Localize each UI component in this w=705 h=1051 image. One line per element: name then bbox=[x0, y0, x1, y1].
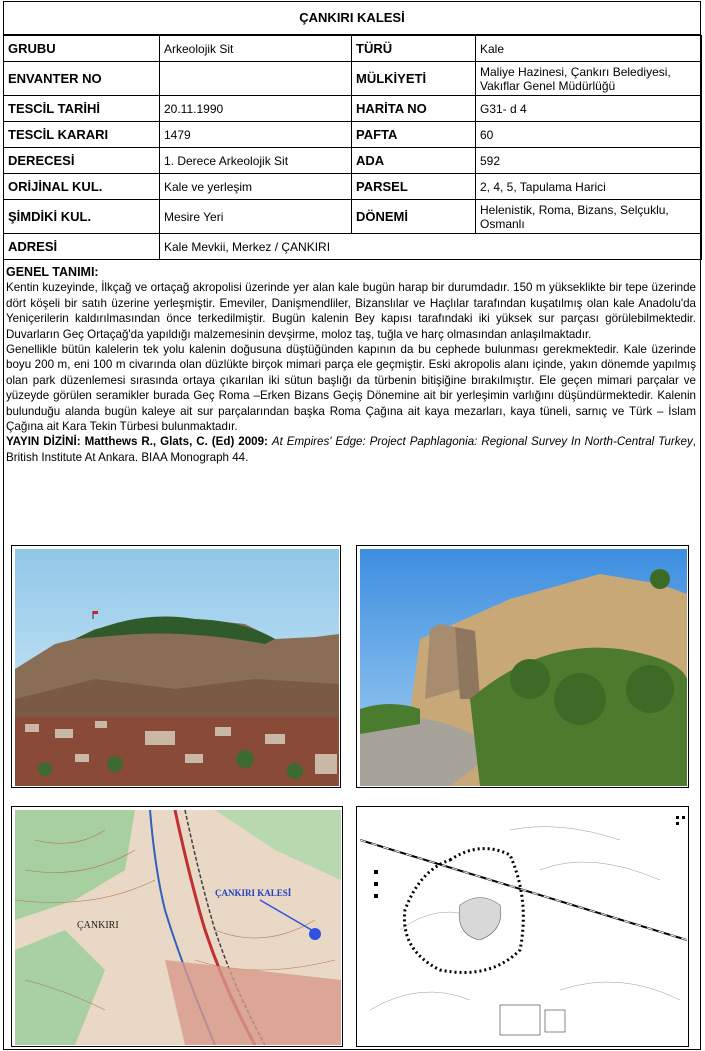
general-description bbox=[6, 265, 696, 465]
publication-authors: Matthews R., Glats, C. (Ed) 2009: bbox=[84, 435, 268, 449]
info-row bbox=[4, 122, 702, 148]
field-value: Arkeolojik Sit bbox=[160, 36, 352, 62]
field-value: 20.11.1990 bbox=[160, 96, 352, 122]
address-value: Kale Mevkii, Merkez / ÇANKIRI bbox=[160, 234, 702, 260]
info-table bbox=[3, 35, 702, 260]
field-label: ENVANTER NO bbox=[4, 62, 160, 96]
field-label: GRUBU bbox=[4, 36, 160, 62]
description-paragraph-2: Genellikle bütün kalelerin tek yolu kalenin doğusuna düştüğünden kapının da bu cephede bulunması gerekmektedir. Kale üzerinde boyu 200 m, eni 100 m civarında olan düzlükte birçok mimari parça ele geçmiştir. Eski akropolis alanı içinde, yakın dönemde yapılmış olan park düzenlemesi sırasında ortaya çıkarılan iki sütun başlığı da türbenin bitişiğine bırakılmıştır. Ele geçen mimari parçalar ve yüzeyde görülen seramikler burada Geç Roma –Erken Bizans Geçiş Dönemine ait bir yerleşimin varlığını düşündürmektedir. Kalenin bulunduğu alanda bugün kaleye ait sur parçalarından başka Roma Çağına ait kaya mezarları, kaya tüneli, sarnıç ve Türk – İslam Çağına ait Kara Tekin Türbesi bulunmaktadır. bbox=[6, 343, 696, 434]
field-label: TESCİL KARARI bbox=[4, 122, 160, 148]
photo-castle-wall bbox=[356, 545, 689, 788]
field-label: ORİJİNAL KUL. bbox=[4, 174, 160, 200]
field-value: 1. Derece Arkeolojik Sit bbox=[160, 148, 352, 174]
field-label: ADA bbox=[352, 148, 476, 174]
publication-rest: , British Institute At Ankara. BIAA Monograph 44. bbox=[6, 435, 696, 464]
topographic-map bbox=[11, 806, 343, 1047]
map-city-label: ÇANKIRI bbox=[77, 920, 119, 931]
info-row bbox=[4, 200, 702, 234]
field-value: Maliye Hazinesi, Çankırı Belediyesi, Vakıflar Genel Müdürlüğü bbox=[476, 62, 702, 96]
page-title: ÇANKIRI KALESİ bbox=[3, 1, 701, 35]
site-plan-map bbox=[356, 806, 689, 1047]
map-castle-label: ÇANKIRI KALESİ bbox=[215, 888, 292, 898]
field-label: DÖNEMİ bbox=[352, 200, 476, 234]
field-value: 60 bbox=[476, 122, 702, 148]
field-label: PARSEL bbox=[352, 174, 476, 200]
field-label: TÜRÜ bbox=[352, 36, 476, 62]
field-value: Kale bbox=[476, 36, 702, 62]
field-value: Helenistik, Roma, Bizans, Selçuklu, Osmanlı bbox=[476, 200, 702, 234]
photo-castle-hill bbox=[11, 545, 341, 788]
publication-reference bbox=[6, 434, 696, 465]
info-row bbox=[4, 36, 702, 62]
info-row bbox=[4, 148, 702, 174]
field-label: TESCİL TARİHİ bbox=[4, 96, 160, 122]
info-row bbox=[4, 174, 702, 200]
field-value: Kale ve yerleşim bbox=[160, 174, 352, 200]
info-row bbox=[4, 62, 702, 96]
field-label: ŞİMDİKİ KUL. bbox=[4, 200, 160, 234]
publication-label: YAYIN DİZİNİ: bbox=[6, 435, 81, 449]
address-label: ADRESİ bbox=[4, 234, 160, 260]
field-label: PAFTA bbox=[352, 122, 476, 148]
field-value: 1479 bbox=[160, 122, 352, 148]
field-value: 592 bbox=[476, 148, 702, 174]
field-value: Mesire Yeri bbox=[160, 200, 352, 234]
field-label: HARİTA NO bbox=[352, 96, 476, 122]
field-value: G31- d 4 bbox=[476, 96, 702, 122]
field-value bbox=[160, 62, 352, 96]
description-heading: GENEL TANIMI: bbox=[6, 265, 99, 279]
address-row bbox=[4, 234, 702, 260]
publication-title: At Empires' Edge: Project Paphlagonia: Regional Survey In North-Central Turkey bbox=[271, 435, 693, 449]
description-paragraph-1: Kentin kuzeyinde, İlkçağ ve ortaçağ akropolisi üzerinde yer alan kale bugün harap bir durumdadır. 150 m yükseklikte bir tepe üzerinde dört köşeli bir satıh üzerine yerleşmiştir. Emeviler, Danişmendliler, Bizanslılar ve Haçlılar tarafından kuşatılmış olan kale Anadolu'da Yeniçerilerin kaldırılmasından önce terkedilmiştir. Bugün kalenin Bey kapısı tarafındaki iki yüksek sur parçası görülebilmektedir. Duvarların Geç Ortaçağ'da yapıldığı malzemesinin devşirme, moloz taş, tuğla ve harç olmasından anlaşılmaktadır. bbox=[6, 281, 696, 341]
field-label: MÜLKİYETİ bbox=[352, 62, 476, 96]
field-label: DERECESİ bbox=[4, 148, 160, 174]
field-value: 2, 4, 5, Tapulama Harici bbox=[476, 174, 702, 200]
info-row bbox=[4, 96, 702, 122]
